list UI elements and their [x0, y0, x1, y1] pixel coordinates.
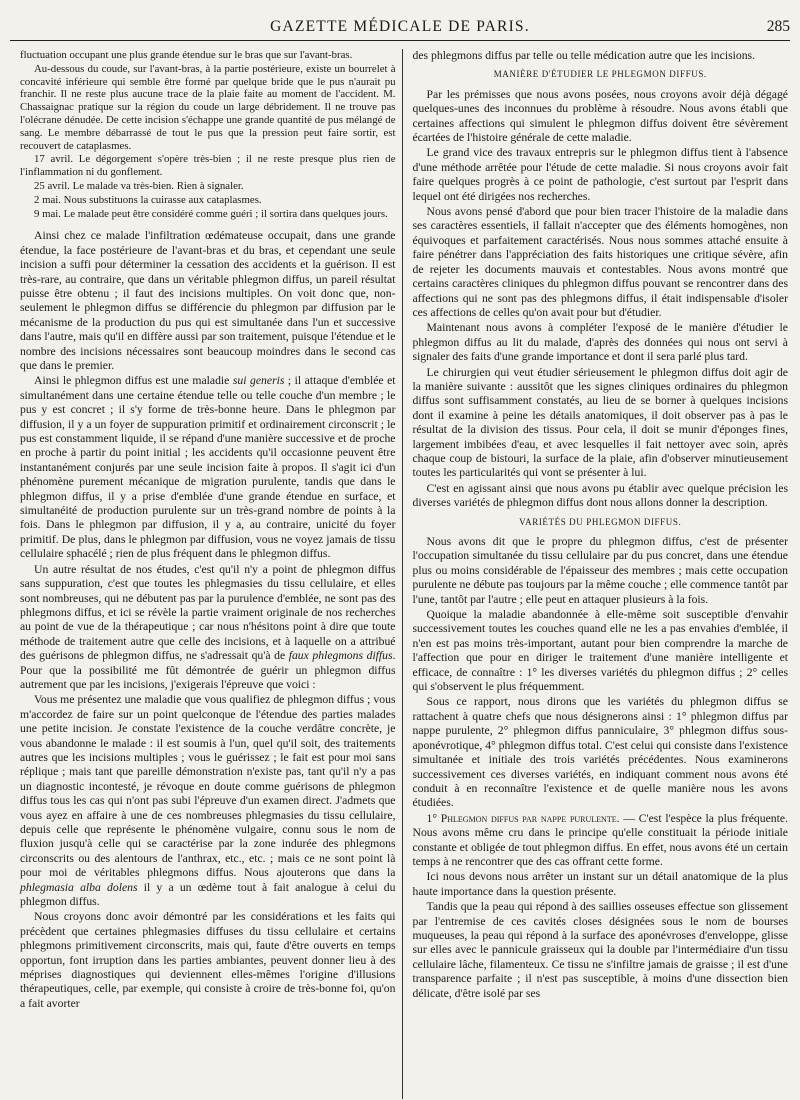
case-note: Au-dessous du coude, sur l'avant-bras, à la partie postérieure, existe un bourrelet à concavité inférieure qui semble être formé par quelque bride que le pus n'aurait pu franchir. Il ne reste plus aucune trace de la plaie faite au moment de l'accident. M. Chassaignac pratique sur la région du coude un large débridement. Il ne trouve pas l'olécrane dénudée. De cette incision s'échappe une grande quantité de pus mélangé de sang. Le membre débarrassé de tout le pus que la pression peut faire sortir, est recouvert de cataplasmes.	[20, 62, 396, 152]
section-heading: MANIÈRE D'ÉTUDIER LE PHLEGMON DIFFUS.	[493, 69, 707, 80]
paragraph: Ainsi chez ce malade l'infiltration œdémateuse occupait, dans une grande étendue, la face postérieure de l'avant-bras et du bras, et cependant une seule incision a suffi pour déterminer la cessation des accidents et la guérison. Il est très-rare, au contraire, que dans un véritable phlegmon diffus, un pareil résultat puisse être obtenu ; il faut des incisions multiples. On voit donc que, non-seulement le phlegmon diffus se différencie du phlegmon par diffusion par le mécanisme de la production du pus qui est simultanée dans l'un et successive dans l'autre, mais qu'il en diffère aussi par son traitement, puisque l'étendue et le nombre des incisions nécessaires sont beaucoup moindres dans le second cas que dans le premier.	[20, 229, 396, 373]
italic-term: phlegmasia alba dolens	[20, 880, 138, 894]
case-note: fluctuation occupant une plus grande étendue sur le bras que sur l'avant-bras.	[20, 49, 353, 61]
paragraph: Nous avons pensé d'abord que pour bien tracer l'histoire de la maladie dans ses caractères essentiels, il fallait n'accepter que des éléments homogènes, non équivoques et parfaitement caractérisés. Nous nous sommes attaché ensuite à faire pénétrer dans l'appréciation des faits historiques une critique sévère, afin de rejeter les documents mauvais et contestables. Nous avons montré que certains caractères cliniques du phlegmon diffus pouvant se rencontrer dans des affections qui ne sont pas des phlegmons diffus, il était indispensable d'isoler ces affections de celles qu'on avait pour but d'étudier.	[412, 205, 788, 319]
paragraph: 1° Phlegmon diffus par nappe purulente. — C'est l'espèce la plus fréquente. Nous avons même cru dans le principe qu'elle constituait la période initiale constante et obligée de tout phlegmon diffus. En effet, nous avons été un certain temps à ne rencontrer que des cas offrant cette forme.	[412, 811, 788, 868]
paragraph: Le grand vice des travaux entrepris sur le phlegmon diffus tient à l'absence d'une méthode arrêtée pour l'étude de cette maladie. Si nous croyons avoir fait faire quelques progrès à ce point de pathologie, c'est surtout par l'esprit dans lequel ont été dirigées nos recherches.	[412, 146, 788, 203]
paragraph: C'est en agissant ainsi que nous avons pu établir avec quelque précision les diverses variétés de phlegmon diffus dont nous allons donner la description.	[412, 481, 788, 510]
case-note: 25 avril. Le malade va très-bien. Rien à signaler.	[34, 179, 244, 192]
case-note: 9 mai. Le malade peut être considéré comme guéri ; il sortira dans quelques jours.	[34, 207, 388, 220]
paragraph: Par les prémisses que nous avons posées, nous croyons avoir déjà dégagé quelques-unes des inconnues du problème à résoudre. Nous avons établi que certaines affections qui simulent le phlegmon diffus doivent être sévèrement écartées de l'histoire générale de cette maladie.	[412, 87, 788, 145]
paragraph: Quoique la maladie abandonnée à elle-même soit susceptible d'envahir successivement toutes les couches quand elle ne les a pas envahies d'emblée, il n'en est pas moins très-important, autant pour bien comprendre la marche de l'affection que pour en diriger le traitement d'une manière intelligente et efficace, de connaître : 1° les diverses variétés du phlegmon diffus ; 2° celles qui s'observent le plus fréquemment.	[412, 608, 788, 694]
page-header	[10, 14, 790, 41]
section-heading: VARIÉTÉS DU PHLEGMON DIFFUS.	[519, 516, 682, 527]
paragraph: Un autre résultat de nos études, c'est qu'il n'y a point de phlegmon diffus sans suppuration, c'est que toutes les phlegmasies du tissu cellulaire, et elles sont nombreuses, qui ne débutent pas par la purulence d'emblée, ne sont pas des phlegmons diffus, et ici se révèle la partie vraiment originale de nos recherches au point de vue de la thérapeutique ; car nous n'hésitons point à dire que toute méthode de traitement autre que celle des incisions, et à laquelle on a attribué des guérisons de phlegmon diffus, ne s'adressait qu'à de faux phlegmons diffus. Pour que la possibilité me fût démontrée de guérir un phlegmon diffus autrement que par les incisions, j'exigerais l'épreuve que voici :	[20, 562, 396, 691]
paragraph: Ici nous devons nous arrêter un instant sur un détail anatomique de la plus haute importance dans la question présente.	[412, 870, 788, 898]
paragraph: Tandis que la peau qui répond à des saillies osseuses effectue son glissement par l'entremise de ces cavités closes désignées sous le nom de bourses muqueuses, la peau qui répond à la surface des aponévroses d'enveloppe, glisse sur elles avec le pannicule graisseux qui la double par l'intermédiaire d'un tissu cellulaire lâche, filamenteux. Ce tissu ne s'infiltre jamais de graisse ; il est d'une transparence parfaite ; il n'est pas susceptible, à moins d'une dissection bien délicate, d'être isolé par ses	[412, 900, 788, 1000]
right-column	[403, 49, 795, 1099]
journal-title: GAZETTE MÉDICALE DE PARIS.	[270, 18, 530, 35]
subsection-lead: 1° Phlegmon diffus par nappe purulente.	[426, 811, 620, 825]
paragraph: Ainsi le phlegmon diffus est une maladie sui generis ; il attaque d'emblée et simultanément dans une certaine étendue telle ou telle couche d'un membre ; le pus y est concret ; il s'y forme de très-bonne heure. Dans le phlegmon par diffusion, il y a un foyer de suppuration primitif et ordinairement circonscrit ; le pus est constamment liquide, il se répand d'une manière successive et de proche en proche à partir du point initial ; les accidents qu'il occasionne peuvent être instantanément conjurés par une seule incision faite à propos. Il s'agit ici d'un phénomène purement mécanique de migration purulente, tandis que dans le phlegmon diffus, il y a prise d'emblée d'une grande étendue en surface, et simultanéité de production purulente sur un très-grand nombre de points à la fois. Dans le phlegmon par diffusion, il y a, au contraire, unicité du foyer primitif. De plus, dans le phlegmon par diffusion, vous ne voyez jamais de tissu cellulaire sphacélé ; rien de plus fréquent dans le phlegmon diffus.	[20, 374, 396, 561]
left-column	[6, 49, 402, 1099]
case-notes	[20, 49, 396, 220]
paragraph: Vous me présentez une maladie que vous qualifiez de phlegmon diffus ; vous m'accordez de faire sur un point quelconque de l'étendue des parties malades une petite incision. Je constate l'existence de la couche verdâtre concrète, je vous abandonne le malade : il est soumis à l'un, quel qu'il soit, des traitements autres que les incisions multiples ; vous le guérissez ; le fait est pour moi sans réplique ; mais tant que pareille démonstration n'existe pas, tant qu'il n'y a pas un diagnostic incontesté, je révoque en doute comme guérisons de phlegmon diffus tous les cas qui n'ont pas subi l'épreuve d'un examen direct. J'admets que vous ayez en affaire à une de ces nombreuses phlegmasies du tissu cellulaire, depuis celle que représente le phénomène vulgaire, connu sous le nom de fluxion jusqu'à celle qui se caractérise par la zone indurée des phlegmons circonscrits ou des alentours de l'anthrax, etc., etc. ; mais ce ne sont point là pour moi de véritables phlegmons diffus. Nous ajouterons que dans la phlegmasia alba dolens il y a un œdème tout à fait analogue à celui du phlegmon diffus.	[20, 693, 396, 909]
paragraph: Le chirurgien qui veut étudier sérieusement le phlegmon diffus doit agir de la manière suivante : aussitôt que les signes cliniques ordinaires du phlegmon diffus sont suffisamment constatés, au lieu de se borner à quelques incisions dont il examine à peine les détails anatomiques, il doit observer pas à pas le résultat de la division des tissus. Pour cela, il doit se munir d'éponges fines, largement imbibées d'eau, et avec lesquelles il fait nettoyer avec soin, après chaque coup de bistouri, la surface de la plaie, afin d'observer minutieusement toutes les particularités qui vont se présenter à lui.	[412, 365, 788, 480]
paragraph: des phlegmons diffus par telle ou telle médication autre que les incisions.	[412, 49, 756, 62]
paragraph: Nous croyons donc avoir démontré par les considérations et les faits qui précèdent que certaines phlegmasies diffuses du tissu cellulaire et certains phlegmons primitivement circonscrits, mais qui, faute d'être ouverts en temps opportun, font irruption dans les parties ambiantes, peuvent donner lieu à des méprises diagnostiques qui deviennent elles-mêmes l'origine d'illusions thérapeutiques, celle, par exemple, qui consiste à croire de très-bonne foi, qu'on a fait avorter	[20, 910, 396, 1010]
italic-term: sui generis	[232, 374, 285, 388]
paragraph: Maintenant nous avons à compléter l'exposé de le manière d'étudier le phlegmon diffus au lit du malade, d'après des données qui nous ont servi à signaler des faits d'une grande importance et dont il sera parlé plus tard.	[412, 321, 788, 364]
italic-term: faux phlegmons diffus	[288, 649, 393, 663]
case-note: 2 mai. Nous substituons la cuirasse aux cataplasmes.	[34, 193, 262, 206]
paragraph: Sous ce rapport, nous dirons que les variétés du phlegmon diffus se rattachent à quatre chefs que nous désignerons ainsi : 1° phlegmon diffus par nappe purulente, 2° phlegmon diffus panniculaire, 3° phlegmon diffus sous-aponévrotique, 4° phlegmon diffus total. C'est celui qui consiste dans l'existence simultanée et initiale des trois variétés précédentes. Nous examinerons successivement ces diverses variétés, en indiquant comment nous avons été conduit à en reconnaître l'existence et de quelle manière nous les avons étudiées.	[412, 695, 788, 810]
case-note: 17 avril. Le dégorgement s'opère très-bien ; il ne reste presque plus rien de l'inflammation ni du gonflement.	[20, 153, 396, 179]
page-number: 285	[766, 18, 790, 35]
columns	[6, 49, 794, 1099]
paragraph: Nous avons dit que le propre du phlegmon diffus, c'est de présenter l'occupation simultanée du tissu cellulaire par du pus concret, dans une étendue plus ou moins considérable de l'épaisseur des membres ; mais cette occupation purulente ne débute pas toujours par la même couche ; elle commence tantôt par l'une, tantôt par l'autre ; elle peut en attaquer plusieurs à la fois.	[412, 535, 788, 606]
